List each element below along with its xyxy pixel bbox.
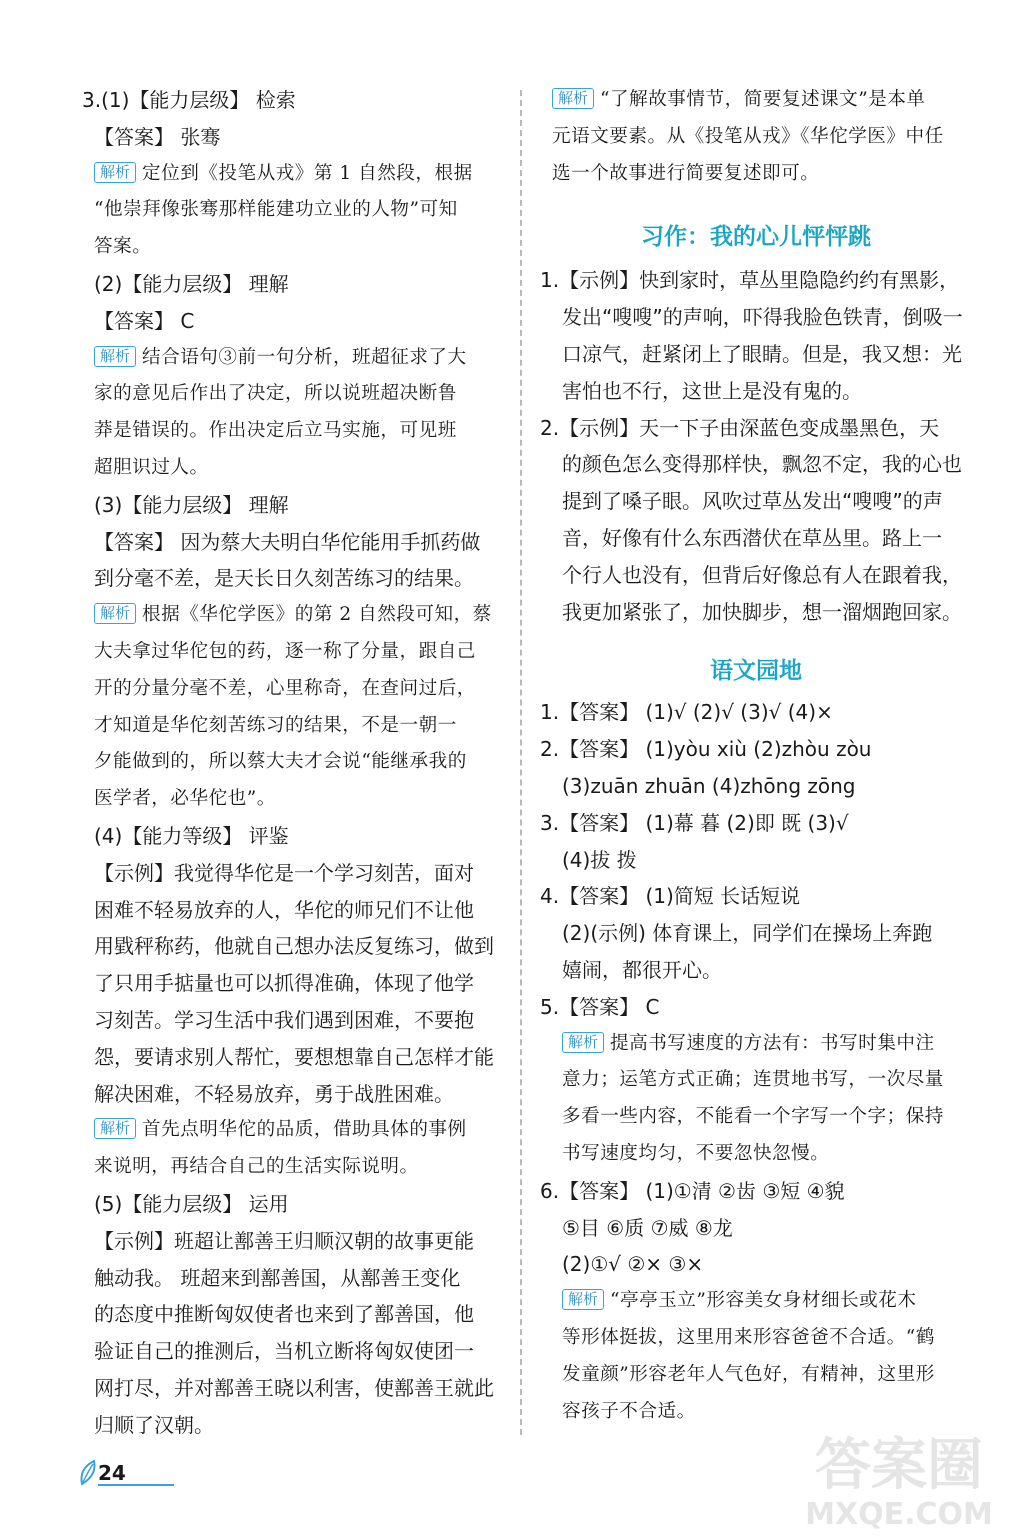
right-column — [540, 82, 972, 1430]
page-number-text: 24 — [98, 1462, 174, 1486]
analysis-tag: 解析 — [562, 1289, 604, 1310]
line-text: (3)zuān zhuān (4)zhōng zōng — [562, 773, 856, 798]
text-line — [82, 1296, 502, 1333]
analysis-tag: 解析 — [94, 1118, 136, 1139]
text-line — [82, 1039, 502, 1076]
text-line — [82, 818, 502, 855]
text-line — [82, 965, 502, 1002]
watermark-top: 答案圈 — [815, 1433, 983, 1498]
page-number — [76, 1458, 174, 1486]
text-line — [540, 1246, 972, 1283]
section-heading-writing: 习作：我的心儿怦怦跳 — [641, 224, 871, 251]
text-line — [540, 557, 972, 594]
line-text: 结合语句③前一句分析，班超征求了大 — [142, 346, 467, 368]
text-line — [540, 156, 972, 193]
line-text: 首先点明华佗的品质，借助具体的事例 — [142, 1119, 467, 1141]
line-text: 提高书写速度的方法有：书写时集中注 — [610, 1032, 935, 1054]
line-text: 归顺了汉朝。 — [94, 1412, 214, 1437]
line-text: 【答案】 张骞 — [94, 124, 221, 149]
line-text: 定位到《投笔从戎》第 1 自然段，根据 — [142, 162, 473, 184]
text-line — [540, 520, 972, 557]
line-text: “亭亭玉立”形容美女身材细长或花木 — [610, 1290, 917, 1312]
line-text: 到分毫不差，是天长日久刻苦练习的结果。 — [94, 566, 474, 591]
text-line — [540, 262, 972, 299]
text-line — [540, 952, 972, 989]
line-text: (2)【能力层级】 理解 — [94, 271, 289, 296]
text-line — [82, 855, 502, 892]
line-text: 2.【示例】天一下子由深蓝色变成墨黑色，天 — [540, 415, 940, 440]
line-text: 触动我。 班超来到鄯善国，从鄯善王变化 — [94, 1265, 461, 1290]
line-text: 困难不轻易放弃的人，华佗的师兄们不让他 — [94, 897, 474, 922]
line-text: 2.【答案】 (1)yòu xiù (2)zhòu zòu — [540, 737, 872, 762]
line-text: (3)【能力层级】 理解 — [94, 492, 289, 517]
line-text: 容孩子不合适。 — [562, 1400, 696, 1422]
text-line — [540, 82, 972, 119]
text-line — [82, 487, 502, 524]
line-text: 【示例】班超让鄯善王归顺汉朝的故事更能 — [94, 1228, 474, 1253]
line-text: 个行人也没有，但背后好像总有人在跟着我， — [562, 562, 962, 587]
text-line — [82, 781, 502, 818]
text-line — [82, 1260, 502, 1297]
line-text: “他崇拜像张骞那样能建功立业的人物”可知 — [94, 199, 458, 221]
line-text: 发出“嗖嗖”的声响，吓得我脸色铁青，倒吸一 — [562, 305, 963, 330]
line-text: 才知道是华佗刻苦练习的结果，不是一朝一 — [94, 714, 457, 736]
line-text: ⑤目 ⑥质 ⑦威 ⑧龙 — [562, 1215, 733, 1240]
line-text: 网打尽，并对鄯善王晓以利害，使鄯善王就此 — [94, 1375, 494, 1400]
left-column — [82, 82, 502, 1443]
text-line — [82, 1149, 502, 1186]
text-line — [82, 634, 502, 671]
line-text: 选一个故事进行简要复述即可。 — [552, 162, 820, 184]
line-text: 6.【答案】 (1)①清 ②齿 ③短 ④貌 — [540, 1178, 845, 1203]
line-text: 口凉气，赶紧闭上了眼睛。但是，我又想：光 — [562, 341, 962, 366]
line-text: 【答案】 C — [94, 308, 195, 333]
text-line — [540, 483, 972, 520]
line-text: 意力；运笔方式正确；连贯地书写，一次尽量 — [562, 1069, 944, 1091]
text-line — [540, 299, 972, 336]
line-text: 5.【答案】 C — [540, 994, 660, 1019]
text-line — [82, 156, 502, 193]
line-text: 的颜色怎么变得那样快，飘忽不定，我的心也 — [562, 452, 962, 477]
section-heading-garden: 语文园地 — [710, 658, 802, 685]
text-line — [82, 928, 502, 965]
text-line — [82, 1370, 502, 1407]
text-line — [82, 560, 502, 597]
writing-examples — [540, 262, 972, 630]
text-line — [540, 1357, 972, 1394]
text-line — [82, 1002, 502, 1039]
line-text: 元语文要素。从《投笔从戎》《华佗学医》中任 — [552, 125, 944, 147]
line-text: 了只用手掂量也可以抓得准确，体现了他学 — [94, 971, 474, 996]
text-line — [82, 192, 502, 229]
text-line — [82, 597, 502, 634]
line-text: (4)【能力等级】 评鉴 — [94, 823, 289, 848]
text-line — [82, 1112, 502, 1149]
text-line — [82, 413, 502, 450]
text-line — [540, 1173, 972, 1210]
text-line — [540, 594, 972, 631]
line-text: 根据《华佗学医》的第 2 自然段可知，蔡 — [142, 604, 492, 626]
text-line — [82, 450, 502, 487]
line-text: (2)(示例) 体育课上，同学们在操场上奔跑 — [562, 921, 933, 946]
line-text: 3.(1)【能力层级】 检索 — [82, 88, 296, 112]
text-line — [540, 446, 972, 483]
line-text: 嬉闹，都很开心。 — [562, 957, 722, 982]
line-text: 来说明，再结合自己的生活实际说明。 — [94, 1156, 419, 1178]
analysis-block — [540, 82, 972, 192]
analysis-tag: 解析 — [94, 346, 136, 367]
line-text: (5)【能力层级】 运用 — [94, 1191, 289, 1216]
text-line — [540, 1210, 972, 1247]
line-text: 医学者，必华佗也”。 — [94, 788, 276, 810]
text-line — [82, 708, 502, 745]
text-line — [82, 340, 502, 377]
text-line — [540, 1320, 972, 1357]
line-text: 等形体挺拔，这里用来形容爸爸不合适。“鹤 — [562, 1326, 935, 1348]
text-line — [82, 1223, 502, 1260]
line-text: 发童颜”形容老年人气色好，有精神，这里形 — [562, 1363, 935, 1385]
line-text: 多看一些内容，不能看一个字写一个字；保持 — [562, 1106, 944, 1128]
text-line — [540, 805, 972, 842]
text-line — [540, 731, 972, 768]
text-line — [540, 336, 972, 373]
text-line — [82, 82, 502, 119]
line-text: 家的意见后作出了决定，所以说班超决断鲁 — [94, 383, 457, 405]
line-text: 3.【答案】 (1)幕 暮 (2)即 既 (3)√ — [540, 810, 849, 835]
text-line — [82, 1333, 502, 1370]
garden-answers — [540, 694, 972, 1430]
line-text: 怨，要请求别人帮忙，要想想靠自己怎样才能 — [94, 1044, 494, 1069]
line-text: 莽是错误的。作出决定后立马实施，可见班 — [94, 420, 457, 442]
line-text: 提到了嗓子眼。风吹过草丛发出“嗖嗖”的声 — [562, 489, 943, 514]
line-text: 夕能做到的，所以蔡大夫才会说“能继承我的 — [94, 751, 467, 773]
text-line — [82, 119, 502, 156]
line-text: (2)①√ ②× ③× — [562, 1252, 704, 1277]
line-text: 习刻苦。学习生活中我们遇到困难，不要抱 — [94, 1007, 474, 1032]
text-line — [82, 1076, 502, 1113]
text-line — [82, 744, 502, 781]
line-text: 4.【答案】 (1)简短 长话短说 — [540, 884, 801, 909]
text-line — [82, 266, 502, 303]
text-line — [540, 878, 972, 915]
text-line — [540, 1099, 972, 1136]
line-text: 【示例】我觉得华佗是一个学习刻苦，面对 — [94, 860, 474, 885]
watermark-bottom: MXQE.COM — [805, 1497, 993, 1532]
line-text: 的态度中推断匈奴使者也来到了鄯善国，他 — [94, 1302, 474, 1327]
text-line — [540, 1062, 972, 1099]
text-line — [82, 524, 502, 561]
text-line — [540, 989, 972, 1026]
line-text: 【答案】 因为蔡大夫明白华佗能用手抓药做 — [94, 529, 481, 554]
line-text: 超胆识过人。 — [94, 456, 209, 478]
line-text: 答案。 — [94, 236, 152, 258]
line-text: 开的分量分毫不差，心里称奇，在查问过后， — [94, 677, 476, 699]
line-text: 验证自己的推测后，当机立断将匈奴使团一 — [94, 1339, 474, 1364]
text-line — [540, 1136, 972, 1173]
text-line — [82, 1186, 502, 1223]
line-text: 我更加紧张了，加快脚步，想一溜烟跑回家。 — [562, 599, 962, 624]
line-text: “了解故事情节，简要复述课文”是本单 — [600, 89, 926, 110]
analysis-tag: 解析 — [94, 603, 136, 624]
analysis-tag: 解析 — [94, 162, 136, 183]
text-line — [540, 1283, 972, 1320]
analysis-tag: 解析 — [552, 88, 594, 109]
line-text: 解决困难，不轻易放弃，勇于战胜困难。 — [94, 1081, 454, 1106]
line-text: 害怕也不行，这世上是没有鬼的。 — [562, 378, 862, 403]
text-line — [540, 915, 972, 952]
analysis-tag: 解析 — [562, 1032, 604, 1053]
line-text: 1.【答案】 (1)√ (2)√ (3)√ (4)× — [540, 700, 833, 725]
line-text: (4)拔 拨 — [562, 847, 637, 872]
text-line — [82, 892, 502, 929]
text-line — [82, 303, 502, 340]
text-line — [540, 410, 972, 447]
text-line — [540, 1026, 972, 1063]
text-line — [540, 694, 972, 731]
text-line — [82, 671, 502, 708]
line-text: 音，好像有什么东西潜伏在草丛里。路上一 — [562, 525, 942, 550]
text-line — [82, 376, 502, 413]
watermark-logo — [794, 1422, 1004, 1532]
line-text: 大夫拿过华佗包的药，逐一称了分量，跟自己 — [94, 640, 476, 662]
text-line — [82, 1407, 502, 1444]
line-text: 书写速度均匀，不要忽快忽慢。 — [562, 1142, 830, 1164]
line-text: 1.【示例】快到家时，草丛里隐隐约约有黑影， — [540, 268, 960, 293]
column-divider — [520, 90, 522, 1435]
text-line — [82, 229, 502, 266]
text-line — [540, 842, 972, 879]
text-line — [540, 373, 972, 410]
text-line — [540, 119, 972, 156]
text-line — [540, 768, 972, 805]
line-text: 用戥秤称药，他就自己想办法反复练习，做到 — [94, 934, 494, 959]
